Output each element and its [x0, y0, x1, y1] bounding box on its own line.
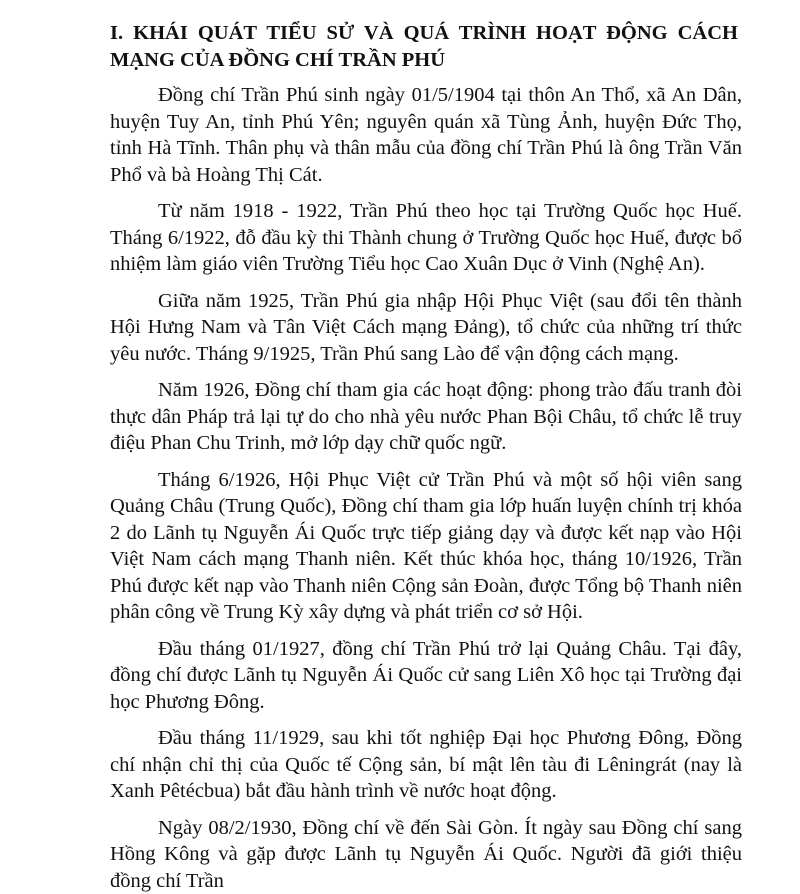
section-heading: I. KHÁI QUÁT TIỂU SỬ VÀ QUÁ TRÌNH HOẠT ĐỘNG CÁCH MẠNG CỦA ĐỒNG CHÍ TRẦN PHÚ [110, 20, 738, 74]
paragraph-1927-lien-xo: Đầu tháng 01/1927, đồng chí Trần Phú trở lại Quảng Châu. Tại đây, đồng chí được Lãnh tụ Nguyễn Ái Quốc cử sang Liên Xô học tại Trường đại học Phương Đông. [110, 636, 742, 716]
paragraph-hoi-phuc-viet: Giữa năm 1925, Trần Phú gia nhập Hội Phục Việt (sau đổi tên thành Hội Hưng Nam và Tân Việt Cách mạng Đảng), tổ chức của những trí thức yêu nước. Tháng 9/1925, Trần Phú sang Lào để vận động cách mạng. [110, 288, 742, 368]
paragraph-quang-chau-training: Tháng 6/1926, Hội Phục Việt cử Trần Phú và một số hội viên sang Quảng Châu (Trung Quốc), Đồng chí tham gia lớp huấn luyện chính trị khóa 2 do Lãnh tụ Nguyễn Ái Quốc trực tiếp giảng dạy và được kết nạp vào Hội Việt Nam cách mạng Thanh niên. Kết thúc khóa học, tháng 10/1926, Trần Phú được kết nạp vào Thanh niên Cộng sản Đoàn, được Tổng bộ Thanh niên phân công về Trung Kỳ xây dựng và phát triển cơ sở Hội. [110, 467, 742, 626]
body-text [110, 82, 742, 894]
paragraph-1926-activities: Năm 1926, Đồng chí tham gia các hoạt động: phong trào đấu tranh đòi thực dân Pháp trả lại tự do cho nhà yêu nước Phan Bội Châu, tổ chức lễ truy điệu Phan Chu Trinh, mở lớp dạy chữ quốc ngữ. [110, 377, 742, 457]
paragraph-education: Từ năm 1918 - 1922, Trần Phú theo học tại Trường Quốc học Huế. Tháng 6/1922, đỗ đầu kỳ thi Thành chung ở Trường Quốc học Huế, được bổ nhiệm làm giáo viên Trường Tiểu học Cao Xuân Dục ở Vinh (Nghệ An). [110, 198, 742, 278]
paragraph-1930-sai-gon: Ngày 08/2/1930, Đồng chí về đến Sài Gòn. Ít ngày sau Đồng chí sang Hồng Kông và gặp được Lãnh tụ Nguyễn Ái Quốc. Người đã giới thiệu đồng chí Trần [110, 815, 742, 894]
paragraph-birth: Đồng chí Trần Phú sinh ngày 01/5/1904 tại thôn An Thổ, xã An Dân, huyện Tuy An, tỉnh Phú Yên; nguyên quán xã Tùng Ảnh, huyện Đức Thọ, tỉnh Hà Tĩnh. Thân phụ và thân mẫu của đồng chí Trần Phú là ông Trần Văn Phổ và bà Hoàng Thị Cát. [110, 82, 742, 188]
paragraph-1929-return: Đầu tháng 11/1929, sau khi tốt nghiệp Đại học Phương Đông, Đồng chí nhận chỉ thị của Quốc tế Cộng sản, bí mật lên tàu đi Lêningrát (nay là Xanh Pêtécbua) bắt đầu hành trình về nước hoạt động. [110, 725, 742, 805]
